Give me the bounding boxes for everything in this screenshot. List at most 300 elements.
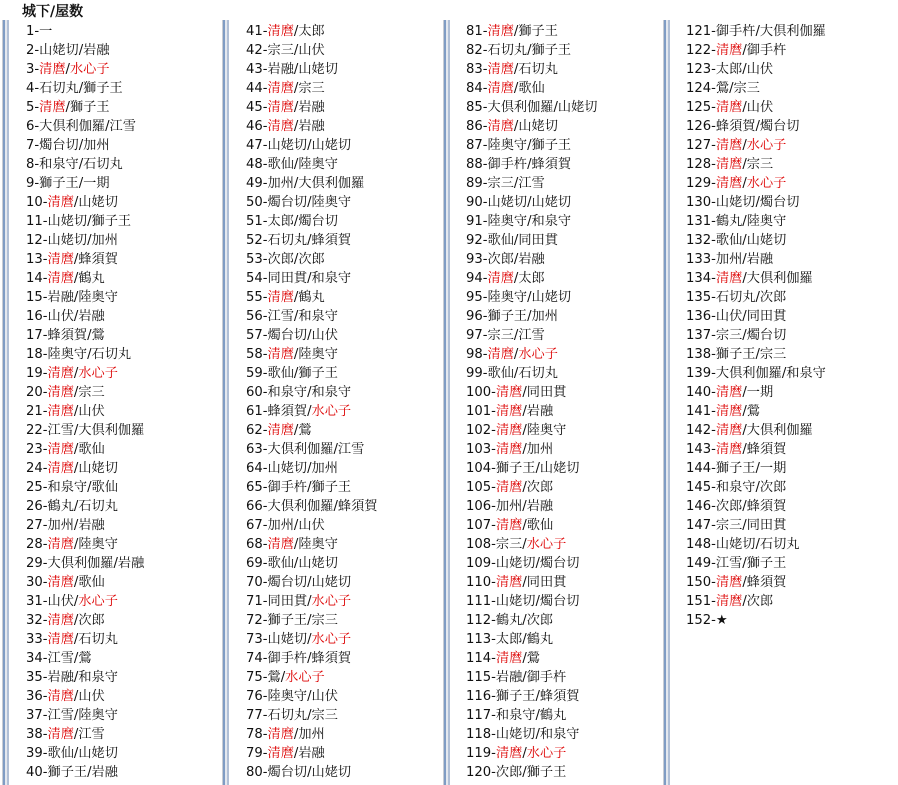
entry-text: 30- xyxy=(26,575,48,590)
list-item xyxy=(26,611,144,630)
entry-text: 146-次郎/蜂須賀 xyxy=(686,499,787,514)
entry-text: 105- xyxy=(466,480,496,495)
highlighted-name: 清麿 xyxy=(47,442,74,457)
list-item xyxy=(246,136,377,155)
entry-text: 22-江雪/大倶利伽羅 xyxy=(26,423,145,438)
entry-text: 46- xyxy=(246,119,268,134)
entry-text: 2-山姥切/岩融 xyxy=(26,43,110,58)
list-item xyxy=(466,459,597,478)
list-item xyxy=(686,193,826,212)
highlighted-name: 清麿 xyxy=(487,24,514,39)
list-item xyxy=(466,421,597,440)
entry-text: 36- xyxy=(26,689,48,704)
entry-text: /岩融 xyxy=(293,119,325,134)
entry-text: 61-蜂須賀/ xyxy=(246,404,312,419)
entry-text: 70-燭台切/山姥切 xyxy=(246,575,352,590)
list-item xyxy=(26,744,144,763)
entry-text: /歌仙 xyxy=(73,575,105,590)
entry-text: 9-獅子王/一期 xyxy=(26,176,110,191)
list-item xyxy=(246,98,377,117)
entry-text: 3- xyxy=(26,62,40,77)
highlighted-name: 水心子 xyxy=(311,632,352,647)
highlighted-name: 水心子 xyxy=(526,537,567,552)
entry-text: /山姥切 xyxy=(513,119,558,134)
highlighted-name: 清麿 xyxy=(47,461,74,476)
list-item xyxy=(26,516,144,535)
entry-text: 15-岩融/陸奥守 xyxy=(26,290,118,305)
entry-text: 10- xyxy=(26,195,48,210)
entry-text: 71-同田貫/ xyxy=(246,594,312,609)
list-item xyxy=(26,402,144,421)
entry-text: 88-御手杵/蜂須賀 xyxy=(466,157,572,172)
list-item xyxy=(466,535,597,554)
highlighted-name: 清麿 xyxy=(495,480,523,495)
list-item xyxy=(246,516,377,535)
list-item xyxy=(686,155,826,174)
entry-text: 26-鶴丸/石切丸 xyxy=(26,499,118,514)
entry-text: 13- xyxy=(26,252,48,267)
entry-text: /獅子王 xyxy=(65,100,110,115)
highlighted-name: 水心子 xyxy=(69,62,110,77)
highlighted-name: 清麿 xyxy=(715,271,743,286)
entry-text: /岩融 xyxy=(293,100,325,115)
list-item xyxy=(246,269,377,288)
entry-text: 91-陸奥守/和泉守 xyxy=(466,214,572,229)
highlighted-name: 清麿 xyxy=(47,575,74,590)
entry-text: 18-陸奥守/石切丸 xyxy=(26,347,132,362)
entry-text: /宗三 xyxy=(742,157,774,172)
highlighted-name: 清麿 xyxy=(47,632,74,647)
list-item xyxy=(26,497,144,516)
highlighted-name: 清麿 xyxy=(487,271,514,286)
entry-text: / xyxy=(742,138,747,153)
entry-text: 122- xyxy=(686,43,716,58)
list-item xyxy=(246,326,377,345)
highlighted-name: 水心子 xyxy=(526,746,567,761)
list-item xyxy=(246,440,377,459)
column-divider xyxy=(2,20,9,785)
entry-text: /歌仙 xyxy=(73,442,105,457)
list-item xyxy=(26,41,144,60)
highlighted-name: 清麿 xyxy=(47,271,74,286)
list-item xyxy=(466,117,597,136)
entry-text: 133-加州/岩融 xyxy=(686,252,774,267)
entry-text: 85-大倶利伽羅/山姥切 xyxy=(466,100,598,115)
list-item xyxy=(246,117,377,136)
entry-text: 131-鶴丸/陸奥守 xyxy=(686,214,787,229)
list-item xyxy=(466,649,597,668)
entry-text: /鶯 xyxy=(293,423,312,438)
entry-text: 20- xyxy=(26,385,48,400)
list-column-3 xyxy=(466,22,597,782)
list-item xyxy=(246,231,377,250)
entry-text: 108-宗三/ xyxy=(466,537,527,552)
highlighted-name: 清麿 xyxy=(495,404,523,419)
highlighted-name: 清麿 xyxy=(267,347,294,362)
entry-text: 107- xyxy=(466,518,496,533)
list-item xyxy=(466,98,597,117)
highlighted-name: 清麿 xyxy=(267,81,294,96)
list-item xyxy=(26,326,144,345)
entry-text: /歌仙 xyxy=(513,81,545,96)
entry-text: 44- xyxy=(246,81,268,96)
entry-text: 147-宗三/同田貫 xyxy=(686,518,787,533)
entry-text: /蜂須賀 xyxy=(73,252,118,267)
entry-text: 29-大倶利伽羅/岩融 xyxy=(26,556,145,571)
list-item xyxy=(26,554,144,573)
highlighted-name: 清麿 xyxy=(47,689,74,704)
list-item xyxy=(466,516,597,535)
entry-text: 6-大倶利伽羅/江雪 xyxy=(26,119,136,134)
entry-text: 16-山伏/岩融 xyxy=(26,309,105,324)
entry-text: /蜂須賀 xyxy=(742,442,787,457)
entry-text: 49-加州/大倶利伽羅 xyxy=(246,176,365,191)
entry-text: 52-石切丸/蜂須賀 xyxy=(246,233,352,248)
list-item xyxy=(26,231,144,250)
list-item xyxy=(26,307,144,326)
highlighted-name: 清麿 xyxy=(495,518,523,533)
list-item xyxy=(246,497,377,516)
highlighted-name: 水心子 xyxy=(311,404,352,419)
entry-text: 72-獅子王/宗三 xyxy=(246,613,338,628)
list-item xyxy=(26,155,144,174)
highlighted-name: 水心子 xyxy=(746,176,787,191)
highlighted-name: 清麿 xyxy=(487,347,514,362)
list-item xyxy=(246,212,377,231)
entry-text: 104-獅子王/山姥切 xyxy=(466,461,580,476)
list-item xyxy=(466,193,597,212)
entry-text: 48-歌仙/陸奥守 xyxy=(246,157,338,172)
entry-text: 51-太郎/燭台切 xyxy=(246,214,338,229)
entry-text: 66-大倶利伽羅/蜂須賀 xyxy=(246,499,378,514)
list-item xyxy=(466,744,597,763)
entry-text: 93-次郎/岩融 xyxy=(466,252,545,267)
list-item xyxy=(246,288,377,307)
list-item xyxy=(26,592,144,611)
list-item xyxy=(26,383,144,402)
entry-text: 5- xyxy=(26,100,40,115)
list-item xyxy=(246,345,377,364)
list-item xyxy=(246,22,377,41)
list-item xyxy=(686,478,826,497)
list-item xyxy=(466,307,597,326)
entry-text: 137-宗三/燭台切 xyxy=(686,328,787,343)
list-item xyxy=(26,288,144,307)
entry-text: /山伏 xyxy=(73,689,105,704)
list-item xyxy=(246,573,377,592)
entry-text: 151- xyxy=(686,594,716,609)
highlighted-name: 清麿 xyxy=(715,575,743,590)
entry-text: 150- xyxy=(686,575,716,590)
list-column-2 xyxy=(246,22,377,782)
list-item xyxy=(26,193,144,212)
highlighted-name: 清麿 xyxy=(495,746,523,761)
list-item xyxy=(466,326,597,345)
list-item xyxy=(686,41,826,60)
entry-text: /一期 xyxy=(742,385,774,400)
entry-text: / xyxy=(742,176,747,191)
list-item xyxy=(26,117,144,136)
entry-text: 7-燭台切/加州 xyxy=(26,138,110,153)
list-item xyxy=(246,649,377,668)
list-item xyxy=(466,630,597,649)
list-item xyxy=(686,212,826,231)
entry-text: 53-次郎/次郎 xyxy=(246,252,325,267)
highlighted-name: 水心子 xyxy=(311,594,352,609)
entry-text: /宗三 xyxy=(73,385,105,400)
entry-text: 101- xyxy=(466,404,496,419)
entry-text: /陸奥守 xyxy=(293,347,338,362)
entry-text: 87-陸奥守/獅子王 xyxy=(466,138,572,153)
list-item xyxy=(26,364,144,383)
entry-text: 75-鶯/ xyxy=(246,670,286,685)
highlighted-name: 清麿 xyxy=(715,43,743,58)
list-item xyxy=(686,345,826,364)
list-item xyxy=(466,725,597,744)
highlighted-name: 清麿 xyxy=(267,423,294,438)
entry-text: 56-江雪/和泉守 xyxy=(246,309,338,324)
highlighted-name: 清麿 xyxy=(495,651,523,666)
highlighted-name: 清麿 xyxy=(267,100,294,115)
list-item xyxy=(26,60,144,79)
highlighted-name: 清麿 xyxy=(487,62,514,77)
list-item xyxy=(686,60,826,79)
list-item xyxy=(26,22,144,41)
list-item xyxy=(466,345,597,364)
list-item xyxy=(26,136,144,155)
list-item xyxy=(466,174,597,193)
entry-text: / xyxy=(73,366,79,381)
entry-text: 63-大倶利伽羅/江雪 xyxy=(246,442,365,457)
list-item xyxy=(246,459,377,478)
entry-text: 135-石切丸/次郎 xyxy=(686,290,787,305)
list-item xyxy=(246,630,377,649)
highlighted-name: 清麿 xyxy=(267,746,294,761)
entry-text: /歌仙 xyxy=(522,518,554,533)
list-item xyxy=(686,117,826,136)
entry-text: 127- xyxy=(686,138,716,153)
highlighted-name: 水心子 xyxy=(518,347,558,362)
entry-text: /岩融 xyxy=(293,746,325,761)
list-item xyxy=(246,307,377,326)
list-item xyxy=(466,79,597,98)
entry-text: 142- xyxy=(686,423,716,438)
list-item xyxy=(686,174,826,193)
list-item xyxy=(686,98,826,117)
list-item xyxy=(686,79,826,98)
entry-text: /同田貫 xyxy=(522,575,567,590)
list-column-1 xyxy=(26,22,144,782)
entry-text: 111-山姥切/燭台切 xyxy=(466,594,580,609)
entry-text: 112-鶴丸/次郎 xyxy=(466,613,554,628)
entry-text: 1-一 xyxy=(26,24,53,39)
entry-text: 98- xyxy=(466,347,488,362)
entry-text: 117-和泉守/鶴丸 xyxy=(466,708,567,723)
list-item xyxy=(246,250,377,269)
entry-text: 68- xyxy=(246,537,268,552)
entry-text: 76-陸奥守/山伏 xyxy=(246,689,338,704)
entry-text: 138-獅子王/宗三 xyxy=(686,347,787,362)
list-item xyxy=(466,592,597,611)
entry-text: 143- xyxy=(686,442,716,457)
list-item xyxy=(466,212,597,231)
list-item xyxy=(26,98,144,117)
entry-text: 54-同田貫/和泉守 xyxy=(246,271,352,286)
entry-text: /山姥切 xyxy=(73,461,118,476)
entry-text: 79- xyxy=(246,746,268,761)
list-item xyxy=(686,364,826,383)
column-divider xyxy=(443,20,450,785)
entry-text: / xyxy=(65,62,70,77)
entry-text: 84- xyxy=(466,81,488,96)
highlighted-name: 清麿 xyxy=(715,138,743,153)
entry-text: 148-山姥切/石切丸 xyxy=(686,537,800,552)
entry-text: /次郎 xyxy=(73,613,105,628)
entry-text: 152-★ xyxy=(686,613,728,628)
highlighted-name: 水心子 xyxy=(78,366,118,381)
list-item xyxy=(686,250,826,269)
entry-text: 140- xyxy=(686,385,716,400)
list-item xyxy=(686,22,826,41)
list-item xyxy=(686,288,826,307)
entry-text: 50-燭台切/陸奥守 xyxy=(246,195,352,210)
list-item xyxy=(686,611,826,630)
list-item xyxy=(246,744,377,763)
entry-text: 8-和泉守/石切丸 xyxy=(26,157,123,172)
highlighted-name: 清麿 xyxy=(715,100,743,115)
list-item xyxy=(26,459,144,478)
list-column-4 xyxy=(686,22,826,630)
entry-text: 32- xyxy=(26,613,48,628)
entry-text: 141- xyxy=(686,404,716,419)
entry-text: 126-蜂須賀/燭台切 xyxy=(686,119,800,134)
list-item xyxy=(26,706,144,725)
highlighted-name: 清麿 xyxy=(487,119,514,134)
entry-text: 145-和泉守/次郎 xyxy=(686,480,787,495)
list-item xyxy=(26,763,144,782)
highlighted-name: 清麿 xyxy=(47,537,74,552)
list-item xyxy=(246,611,377,630)
entry-text: 121-御手杵/大倶利伽羅 xyxy=(686,24,826,39)
entry-text: 23- xyxy=(26,442,48,457)
highlighted-name: 清麿 xyxy=(47,366,74,381)
entry-text: 64-山姥切/加州 xyxy=(246,461,338,476)
list-item xyxy=(26,687,144,706)
entry-text: 65-御手杵/獅子王 xyxy=(246,480,352,495)
entry-text: /鶴丸 xyxy=(293,290,325,305)
highlighted-name: 水心子 xyxy=(285,670,325,685)
entry-text: 58- xyxy=(246,347,268,362)
list-item xyxy=(246,155,377,174)
entry-text: /鶯 xyxy=(522,651,540,666)
list-item xyxy=(466,155,597,174)
list-item xyxy=(26,630,144,649)
entry-text: 38- xyxy=(26,727,48,742)
highlighted-name: 清麿 xyxy=(715,385,743,400)
entry-text: /加州 xyxy=(522,442,554,457)
list-item xyxy=(466,402,597,421)
entry-text: /石切丸 xyxy=(73,632,118,647)
entry-text: /鶴丸 xyxy=(73,271,105,286)
list-item xyxy=(466,554,597,573)
list-item xyxy=(686,326,826,345)
entry-text: 83- xyxy=(466,62,488,77)
list-item xyxy=(686,440,826,459)
list-item xyxy=(26,649,144,668)
column-divider xyxy=(222,20,229,785)
entry-text: 27-加州/岩融 xyxy=(26,518,105,533)
list-item xyxy=(246,41,377,60)
entry-text: 103- xyxy=(466,442,496,457)
list-item xyxy=(246,402,377,421)
list-item xyxy=(466,763,597,782)
entry-text: 100- xyxy=(466,385,496,400)
entry-text: 4-石切丸/獅子王 xyxy=(26,81,123,96)
entry-text: /大倶利伽羅 xyxy=(742,423,813,438)
entry-text: /陸奥守 xyxy=(73,537,118,552)
entry-text: 57-燭台切/山伏 xyxy=(246,328,338,343)
highlighted-name: 清麿 xyxy=(495,575,523,590)
entry-text: /加州 xyxy=(293,727,325,742)
highlighted-name: 清麿 xyxy=(267,290,294,305)
entry-text: 24- xyxy=(26,461,48,476)
highlighted-name: 清麿 xyxy=(47,613,74,628)
list-item xyxy=(686,402,826,421)
list-item xyxy=(26,250,144,269)
list-item xyxy=(466,668,597,687)
entry-text: 14- xyxy=(26,271,48,286)
list-item xyxy=(466,231,597,250)
entry-text: 39-歌仙/山姥切 xyxy=(26,746,118,761)
list-item xyxy=(466,136,597,155)
entry-text: 81- xyxy=(466,24,488,39)
entry-text: 59-歌仙/獅子王 xyxy=(246,366,338,381)
list-item xyxy=(246,706,377,725)
list-item xyxy=(26,174,144,193)
entry-text: /山伏 xyxy=(742,100,774,115)
entry-text: /次郎 xyxy=(742,594,774,609)
entry-text: /宗三 xyxy=(293,81,325,96)
entry-text: 33- xyxy=(26,632,48,647)
list-item xyxy=(246,763,377,782)
highlighted-name: 清麿 xyxy=(47,195,74,210)
entry-text: /鶯 xyxy=(742,404,760,419)
entry-text: 144-獅子王/一期 xyxy=(686,461,787,476)
entry-text: 62- xyxy=(246,423,268,438)
list-item xyxy=(686,535,826,554)
list-item xyxy=(26,725,144,744)
list-item xyxy=(246,554,377,573)
entry-text: 11-山姥切/獅子王 xyxy=(26,214,132,229)
entry-text: 47-山姥切/山姥切 xyxy=(246,138,352,153)
entry-text: 17-蜂須賀/鶯 xyxy=(26,328,105,343)
entry-text: 77-石切丸/宗三 xyxy=(246,708,338,723)
highlighted-name: 清麿 xyxy=(47,727,74,742)
list-item xyxy=(686,516,826,535)
list-item xyxy=(246,60,377,79)
list-item xyxy=(246,421,377,440)
entry-text: 86- xyxy=(466,119,488,134)
list-item xyxy=(246,174,377,193)
entry-text: /江雪 xyxy=(73,727,105,742)
entry-text: 34-江雪/鶯 xyxy=(26,651,92,666)
highlighted-name: 清麿 xyxy=(715,157,743,172)
list-item xyxy=(466,22,597,41)
highlighted-name: 清麿 xyxy=(715,423,743,438)
list-item xyxy=(246,668,377,687)
highlighted-name: 清麿 xyxy=(267,537,294,552)
highlighted-name: 清麿 xyxy=(495,385,523,400)
